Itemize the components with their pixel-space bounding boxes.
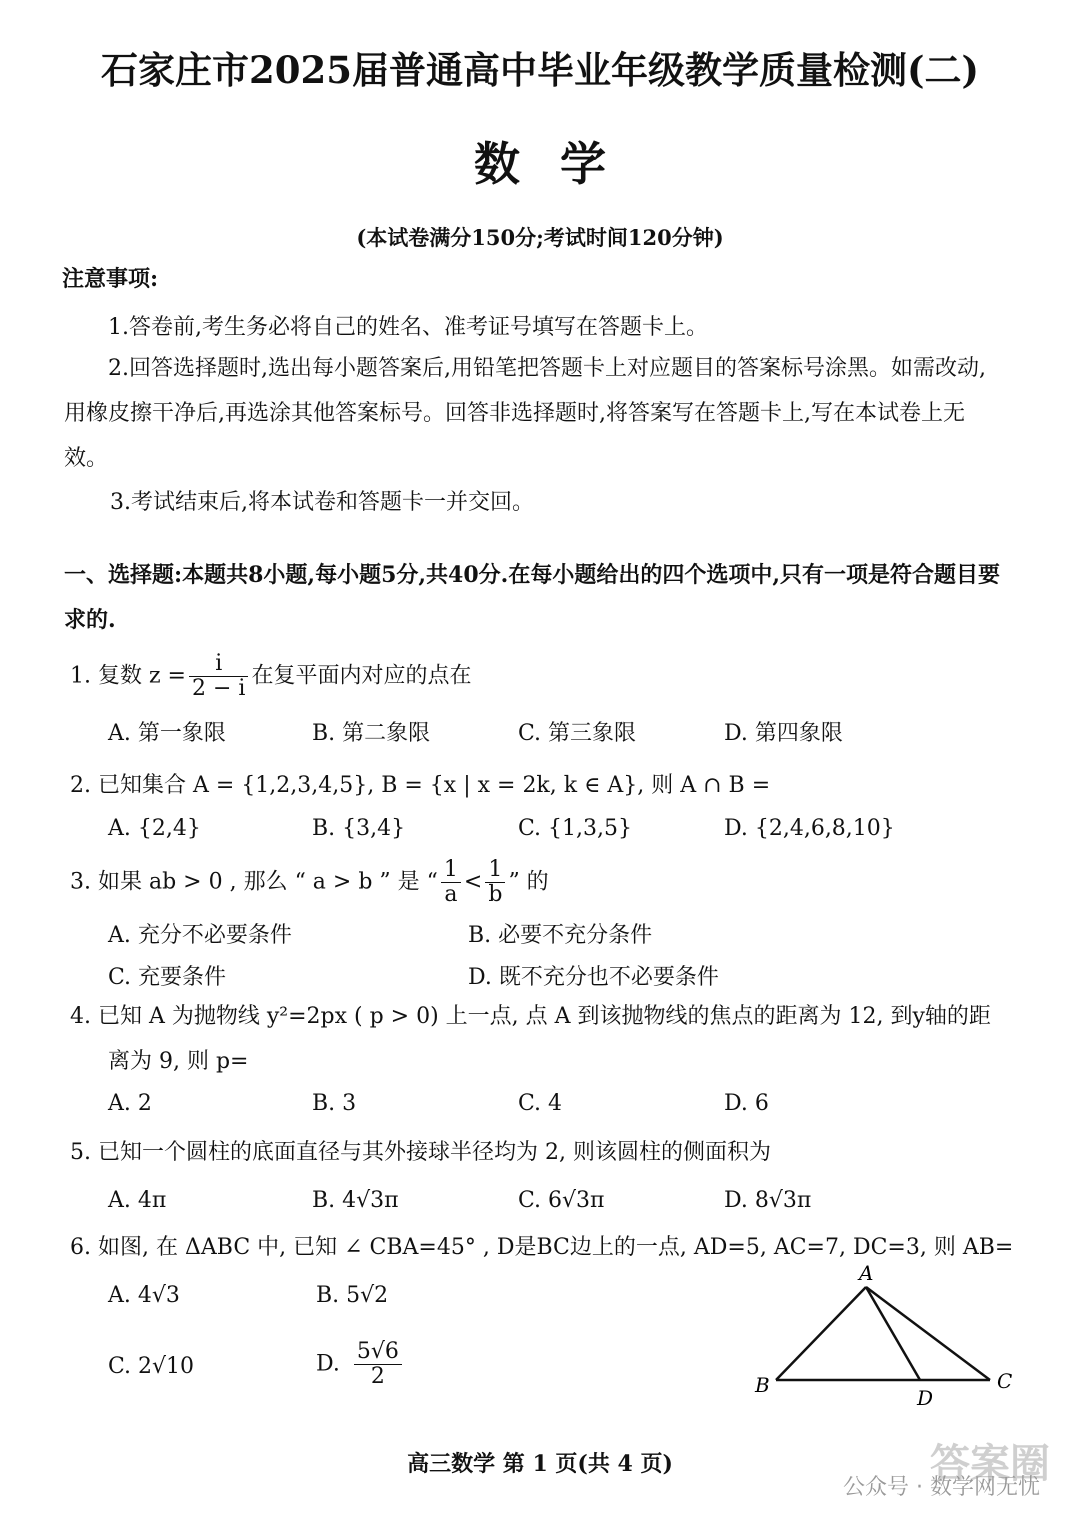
q3-post: ” 的 [508,869,549,895]
q3-option-c: C. 充要条件 [108,965,227,990]
q5-option-a: A. 4π [108,1188,167,1213]
q4-option-a: A. 2 [108,1091,152,1116]
question-4-stem: 4. 已知 A 为抛物线 y²=2px ( p > 0) 上一点, 点 A 到该抛物线的焦点的距离为 12, 到y轴的距离为 9, 则 p= [70,1004,991,1074]
exam-title: 石家庄市2025届普通高中毕业年级教学质量检测(二) [101,48,979,92]
q5-option-d: D. 8√3π [724,1188,812,1213]
point-label-d: D [917,1386,934,1410]
triangle-figure [745,1260,1030,1410]
q1-post: 在复平面内对应的点在 [251,663,472,689]
vertex-label-a: A [859,1261,874,1285]
q3-f2-den: b [488,882,503,908]
notice-item-1: 1.答卷前,考生务必将自己的姓名、准考证号填写在答题卡上。 [108,315,708,340]
q6-d-den: 2 [370,1364,385,1390]
q3-f1-num: 1 [441,858,461,883]
notice-item-2: 2.回答选择题时,选出每小题答案后,用铅笔把答题卡上对应题目的答案标号涂黑。如需改动,用橡皮擦干净后,再选涂其他答案标号。回答非选择题时,将答案写在答题卡上,写在本试卷上无效。 [64,356,986,471]
q3-pre: 3. 如果 ab > 0 , 那么 “ a > b ” 是 “ [70,869,438,895]
q3-fraction-1 [441,858,461,907]
q4-option-c: C. 4 [518,1091,563,1116]
notice-heading: 注意事项: [62,266,159,292]
q3-f2-num: 1 [485,858,505,883]
page-footer: 高三数学 第 1 页(共 4 页) [407,1451,673,1477]
q1-frac-num: i [189,652,248,677]
question-3-stem [70,858,549,907]
vertex-label-c: C [997,1369,1013,1393]
q1-frac-den: 2 − i [192,676,246,702]
q1-pre: 1. 复数 z = [70,663,186,689]
q3-option-b: B. 必要不充分条件 [468,923,653,948]
q2-option-b: B. {3,4} [312,816,406,841]
question-6-stem: 6. 如图, 在 ΔABC 中, 已知 ∠ CBA=45° , D是BC边上的一点, AD=5, AC=7, DC=3, 则 AB= [70,1235,1014,1260]
q5-option-b: B. 4√3π [312,1188,399,1213]
q6-option-d [316,1340,405,1389]
q1-option-c: C. 第三象限 [518,721,637,746]
section1-heading: 一、选择题:本题共8小题,每小题5分,共40分.在每小题给出的四个选项中,只有一项是符合题目要求的. [64,562,1000,633]
q1-option-a: A. 第一象限 [108,721,226,746]
q6-option-b: B. 5√2 [316,1283,389,1308]
watermark-text: 公众号 · 数学网无忧 [843,1475,1040,1500]
q4-option-b: B. 3 [312,1091,357,1116]
question-2-stem: 2. 已知集合 A = {1,2,3,4,5}, B = {x | x = 2k, k ∈ A}, 则 A ∩ B = [70,773,771,798]
notice-item-3: 3.考试结束后,将本试卷和答题卡一并交回。 [110,490,534,515]
q4-option-d: D. 6 [724,1091,769,1116]
question-5-stem: 5. 已知一个圆柱的底面直径与其外接球半径均为 2, 则该圆柱的侧面积为 [70,1140,771,1165]
q3-option-d: D. 既不充分也不必要条件 [468,965,719,990]
q6-d-num: 5√6 [354,1340,402,1365]
exam-meta: (本试卷满分150分;考试时间120分钟) [356,225,724,250]
q1-option-d: D. 第四象限 [724,721,843,746]
exam-subject: 数学 [474,137,646,191]
side-ac [866,1287,990,1380]
q3-fraction-2 [485,858,505,907]
vertex-label-b: B [755,1373,770,1397]
q3-f1-den: a [444,882,458,908]
q1-option-b: B. 第二象限 [312,721,431,746]
segment-ad [866,1287,920,1380]
question-1-stem [70,652,471,701]
q5-option-c: C. 6√3π [518,1188,605,1213]
q6-option-c: C. 2√10 [108,1354,195,1379]
q3-mid: < [463,869,483,895]
watermark-logo: 答案圈 [930,1441,1050,1487]
q3-option-a: A. 充分不必要条件 [108,923,292,948]
q6-option-a: A. 4√3 [108,1283,180,1308]
q2-option-c: C. {1,3,5} [518,816,633,841]
side-ab [776,1287,866,1380]
q1-fraction [189,652,248,701]
q6-option-d-label: D. [316,1351,340,1377]
q6-option-d-fraction [354,1340,402,1389]
q2-option-a: A. {2,4} [108,816,201,841]
q2-option-d: D. {2,4,6,8,10} [724,816,895,841]
